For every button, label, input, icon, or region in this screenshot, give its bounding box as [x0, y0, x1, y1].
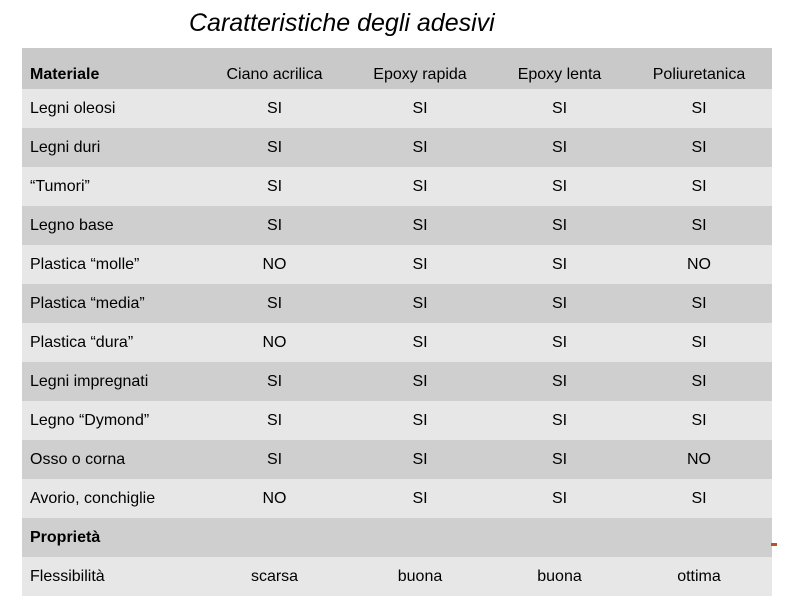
header-poliuretanica: Poliuretanica	[652, 65, 746, 83]
slide-title: Caratteristiche degli adesivi	[189, 9, 495, 37]
cell-value: SI	[691, 411, 707, 429]
cell-value: buona	[397, 567, 443, 585]
table-row	[22, 401, 772, 440]
cell-value: SI	[266, 177, 283, 195]
cell-value: SI	[551, 138, 568, 156]
row-label: Legno “Dymond”	[30, 411, 150, 429]
cell-value: SI	[412, 333, 428, 351]
cell-value: buona	[537, 567, 582, 585]
section-row-properties	[22, 518, 772, 557]
cell-value: scarsa	[250, 567, 299, 585]
cell-value: ottima	[677, 567, 721, 585]
cell-value: SI	[266, 99, 283, 117]
cell-value: SI	[691, 177, 707, 195]
table-header-row	[22, 48, 772, 89]
accent-dash	[771, 543, 777, 546]
cell-value: SI	[551, 489, 568, 507]
cell-value: SI	[266, 216, 283, 234]
cell-value: SI	[412, 450, 428, 468]
cell-value: SI	[551, 333, 568, 351]
cell-value: SI	[266, 411, 283, 429]
cell-value: SI	[691, 216, 707, 234]
cell-value: SI	[412, 294, 428, 312]
table-row	[22, 89, 772, 128]
cell-value: SI	[691, 489, 707, 507]
cell-value: SI	[551, 294, 568, 312]
cell-value: SI	[691, 372, 707, 390]
table-row	[22, 206, 772, 245]
row-label: Plastica “dura”	[30, 333, 134, 351]
cell-value: SI	[412, 138, 428, 156]
cell-value: SI	[412, 216, 428, 234]
cell-value: SI	[691, 138, 707, 156]
header-epoxy-lenta: Epoxy lenta	[517, 65, 602, 83]
cell-value: SI	[266, 372, 283, 390]
row-label: Osso o corna	[30, 450, 126, 468]
cell-value: SI	[551, 255, 568, 273]
cell-value: SI	[266, 450, 283, 468]
row-label: Legni duri	[30, 138, 101, 156]
row-label: “Tumori”	[30, 177, 90, 195]
header-epoxy-rapida: Epoxy rapida	[373, 65, 467, 83]
cell-value: SI	[412, 177, 428, 195]
cell-value: SI	[266, 294, 283, 312]
row-label: Legno base	[30, 216, 114, 234]
adhesive-table	[22, 48, 772, 596]
cell-value: SI	[412, 372, 428, 390]
table-row	[22, 167, 772, 206]
cell-value: NO	[262, 489, 287, 507]
row-label: Legni impregnati	[30, 372, 149, 390]
cell-value: NO	[687, 255, 711, 273]
cell-value: SI	[551, 177, 568, 195]
cell-value: SI	[551, 411, 568, 429]
row-label: Avorio, conchiglie	[30, 489, 156, 507]
row-label: Flessibilità	[30, 567, 105, 585]
cell-value: SI	[551, 372, 568, 390]
row-label: Plastica “media”	[30, 294, 145, 312]
table-row	[22, 479, 772, 518]
cell-value: SI	[551, 99, 568, 117]
table-row	[22, 245, 772, 284]
cell-value: SI	[691, 333, 707, 351]
table-row	[22, 440, 772, 479]
cell-value: SI	[551, 450, 568, 468]
cell-value: SI	[412, 411, 428, 429]
header-ciano-acrilica: Ciano acrilica	[226, 65, 323, 83]
cell-value: SI	[412, 255, 428, 273]
table-row	[22, 323, 772, 362]
cell-value: SI	[691, 294, 707, 312]
header-material: Materiale	[30, 65, 100, 83]
cell-value: NO	[687, 450, 711, 468]
row-label: Plastica “molle”	[30, 255, 140, 273]
cell-value: SI	[551, 216, 568, 234]
table-row	[22, 128, 772, 167]
table-row	[22, 284, 772, 323]
cell-value: SI	[412, 99, 428, 117]
cell-value: SI	[266, 138, 283, 156]
table-row	[22, 557, 772, 596]
row-label: Legni oleosi	[30, 99, 116, 117]
cell-value: NO	[262, 333, 287, 351]
cell-value: NO	[262, 255, 287, 273]
cell-value: SI	[691, 99, 707, 117]
cell-value: SI	[412, 489, 428, 507]
table-row	[22, 362, 772, 401]
section-label: Proprietà	[30, 528, 101, 546]
